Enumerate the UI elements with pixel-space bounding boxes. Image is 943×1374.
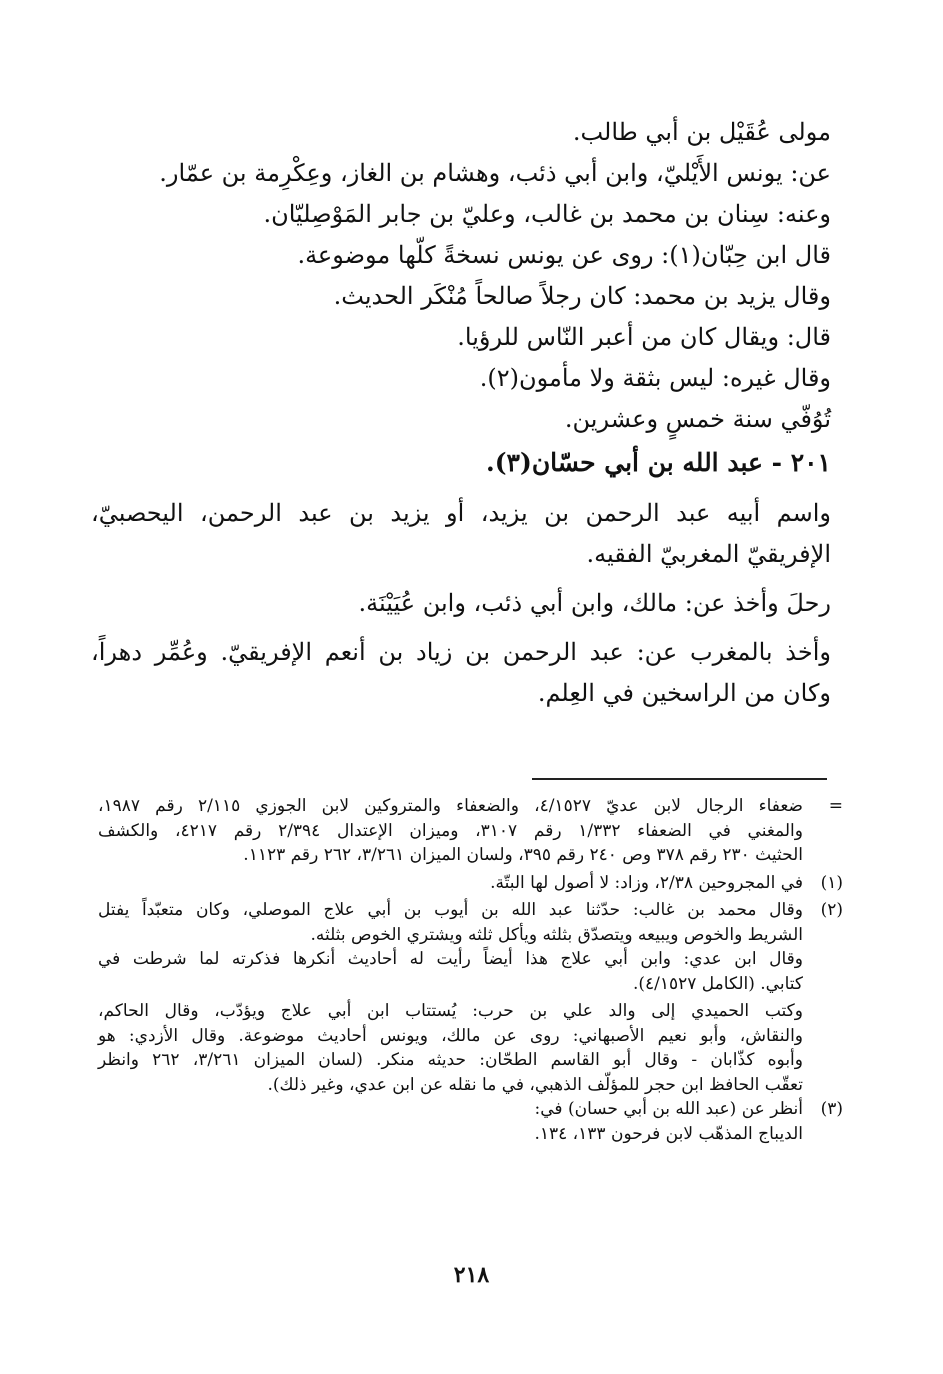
footnote-line: في المجروحين ٢/٣٨، وزاد: لا أصول لها البتّة. bbox=[490, 872, 803, 893]
footnote-marker: = bbox=[828, 796, 843, 816]
paragraph-line: واسم أبيه عبد الرحمن بن يزيد، أو يزيد بن عبد الرحمن، اليحصبيّ، bbox=[91, 499, 831, 527]
entry-heading: ٢٠١ - عبد الله بن أبي حسّان(٣). bbox=[486, 448, 831, 477]
page-number: ٢١٨ bbox=[453, 1262, 490, 1288]
footnote-line: الحثيث ٢٣٠ رقم ٣٧٨ وص ٢٤٠ رقم ٣٩٥، ولسان الميزان ٣/٢٦١، ٢٦٢ رقم ١١٢٣. bbox=[243, 845, 803, 865]
footnote-divider bbox=[532, 778, 827, 780]
footnote-line: الديباج المذهّب لابن فرحون ١٣٣، ١٣٤. bbox=[534, 1123, 803, 1144]
text-line: وقال غيره: ليس بثقة ولا مأمون(٢). bbox=[479, 364, 831, 392]
text-line: قال ابن حِبّان(١): روى عن يونس نسخةً كلّها موضوعة. bbox=[297, 241, 831, 269]
footnote-line: والنقاش، وأبو نعيم الأصبهاني: روى عن مالك، ويونس أحاديث موضوعة. وقال الأزدي: هو bbox=[98, 1025, 803, 1046]
footnotes bbox=[98, 794, 843, 1146]
footnote-line: كتابي. (الكامل ٤/١٥٢٧). bbox=[632, 973, 803, 994]
footnote-number: (١) bbox=[820, 872, 843, 893]
footnote-line: الشريط والخوص ويبيعه ويتصدّق بثلثه ويأكل ثلثه ويشتري الخوص بثلثه. bbox=[310, 924, 803, 945]
main-text bbox=[91, 112, 831, 714]
text-line: قال: ويقال كان من أعبر النّاس للرؤيا. bbox=[457, 323, 831, 351]
paragraph-line: وأخذ بالمغرب عن: عبد الرحمن بن زياد بن أنعم الإفريقيّ. وعُمِّر دهراً، bbox=[91, 638, 832, 666]
footnote-number: (٣) bbox=[820, 1099, 843, 1119]
text-line: وعنه: سِنان بن محمد بن غالب، وعليّ بن جابر المَوْصِليّان. bbox=[263, 200, 831, 228]
paragraph-line: وكان من الراسخين في العِلم. bbox=[537, 679, 831, 707]
footnote-2 bbox=[98, 898, 843, 1097]
footnote-line: ضعفاء الرجال لابن عديّ ٤/١٥٢٧، والضعفاء والمتروكين لابن الجوزي ٢/١١٥ رقم ١٩٨٧، bbox=[98, 796, 803, 816]
text-line: عن: يونس الأَيْليّ، وابن أبي ذئب، وهشام بن الغاز، وعِكْرِمة بن عمّار. bbox=[159, 159, 831, 187]
text-line: وقال يزيد بن محمد: كان رجلاً صالحاً مُنْكَر الحديث. bbox=[333, 282, 831, 310]
footnote-3 bbox=[98, 1097, 843, 1146]
footnote-1 bbox=[98, 871, 843, 896]
footnote-line: أنظر عن (عبد الله بن أبي حسان) في: bbox=[534, 1099, 803, 1119]
footnote-continuation bbox=[98, 794, 843, 868]
footnote-line: والمغني في الضعفاء ١/٣٣٢ رقم ٣١٠٧، وميزان الإعتدال ٢/٣٩٤ رقم ٤٢١٧، والكشف bbox=[98, 820, 803, 841]
footnote-line: تعقّب الحافظ ابن حجر للمؤلّف الذهبي، في ما نقله عن ابن عدي، وغير ذلك). bbox=[267, 1074, 803, 1095]
footnote-line: وكتب الحميدي إلى والد علي بن حرب: يُستتاب ابن أبي علاج ويؤدّب، وقال الحاكم، bbox=[98, 1001, 803, 1021]
footnote-line: وأبوه كذّابان - وقال أبو القاسم الطحّان: حديثه منكر. (لسان الميزان ٣/٢٦١، ٢٦٢ وانظر bbox=[98, 1050, 803, 1070]
footnote-line: وقال ابن عدي: وابن أبي علاج هذا أيضاً رأيت له أحاديث أنكرها فذكرته لما شرطت في bbox=[98, 949, 803, 969]
footnote-line: وقال محمد بن غالب: حدّثنا عبد الله بن أيوب بن أبي علاج الموصلي، وكان متعبّداً يفتل bbox=[98, 900, 803, 920]
paragraph-line: رحلَ وأخذ عن: مالك، وابن أبي ذئب، وابن عُيَيْنَة. bbox=[358, 589, 831, 617]
footnote-number: (٢) bbox=[820, 900, 843, 920]
text-line: تُوُفّي سنة خمسٍ وعشرين. bbox=[564, 405, 831, 433]
text-line: مولى عُقَيْل بن أبي طالب. bbox=[572, 118, 831, 146]
paragraph-line: الإفريقيّ المغربيّ الفقيه. bbox=[586, 540, 831, 568]
